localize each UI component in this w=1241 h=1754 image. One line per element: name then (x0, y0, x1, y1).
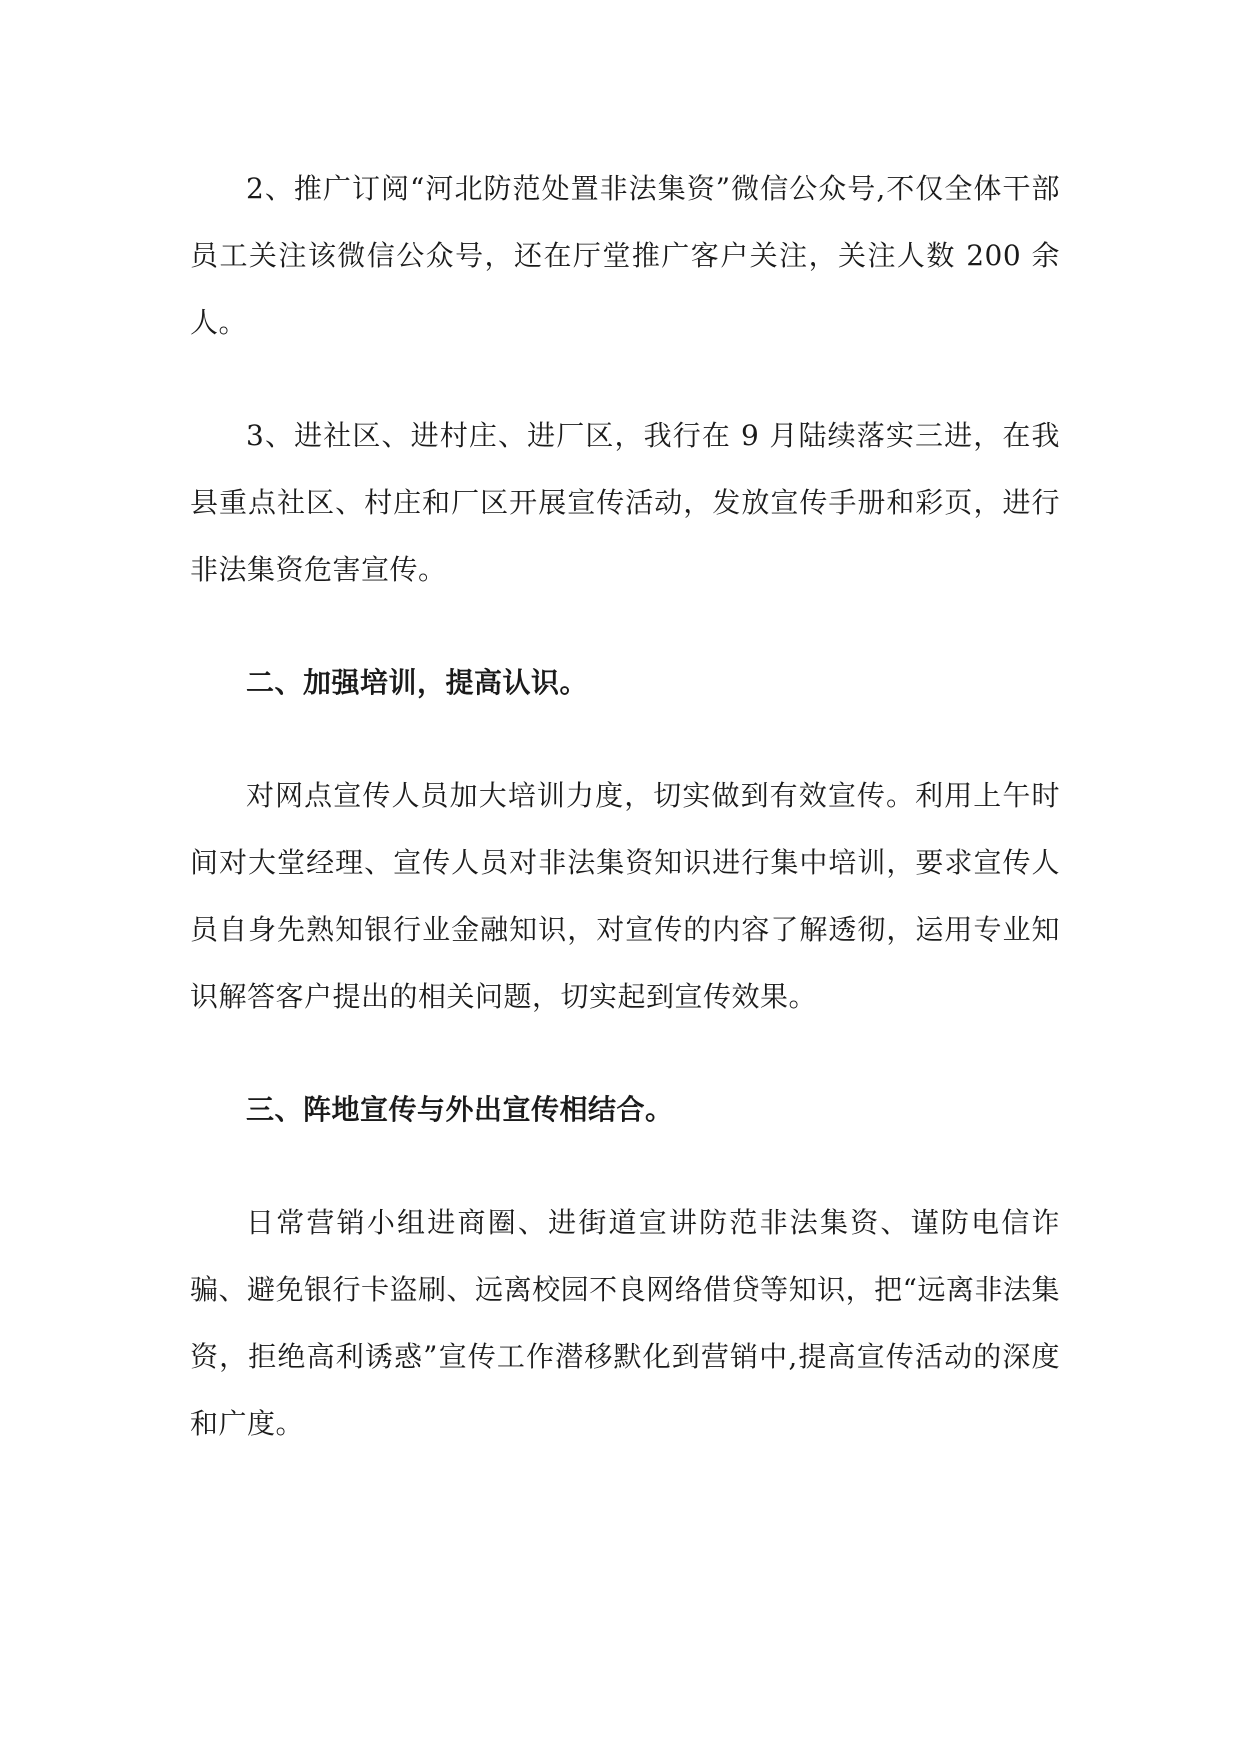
paragraph-combined-promotion: 日常营销小组进商圈、进街道宣讲防范非法集资、谨防电信诈骗、避免银行卡盗刷、远离校园不良网络借贷等知识，把“远离非法集资，拒绝高利诱惑”宣传工作潜移默化到营销中,提高宣传活动的深度和广度。 (190, 1206, 1060, 1440)
paragraph-gap (190, 1030, 1060, 1076)
paragraph-gap (190, 356, 1060, 402)
document-page (190, 155, 1060, 1457)
paragraph-gap (190, 603, 1060, 649)
paragraph-wechat-promotion: 2、推广订阅“河北防范处置非法集资”微信公众号,不仅全体干部员工关注该微信公众号，还在厅堂推广客户关注，关注人数 200 余人。 (190, 172, 1060, 339)
section-heading-training: 二、加强培训，提高认识。 (246, 666, 589, 699)
paragraph-three-visits: 3、进社区、进村庄、进厂区，我行在 9 月陆续落实三进，在我县重点社区、村庄和厂区开展宣传活动，发放宣传手册和彩页，进行非法集资危害宣传。 (190, 419, 1060, 586)
paragraph-gap (190, 1143, 1060, 1189)
paragraph-training: 对网点宣传人员加大培训力度，切实做到有效宣传。利用上午时间对大堂经理、宣传人员对非法集资知识进行集中培训，要求宣传人员自身先熟知银行业金融知识，对宣传的内容了解透彻，运用专业知识解答客户提出的相关问题，切实起到宣传效果。 (190, 779, 1060, 1013)
paragraph-gap (190, 716, 1060, 762)
section-heading-combined-promotion: 三、阵地宣传与外出宣传相结合。 (246, 1093, 674, 1126)
